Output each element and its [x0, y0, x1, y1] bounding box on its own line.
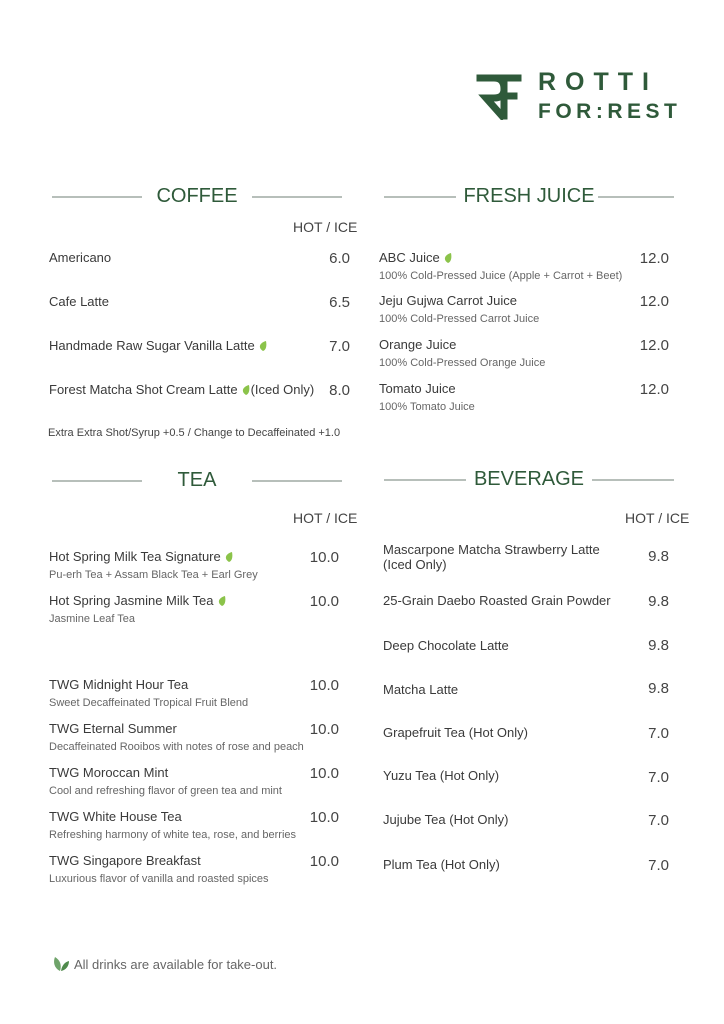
item-description: Sweet Decaffeinated Tropical Fruit Blend — [49, 697, 249, 709]
item-name: TWG Midnight Hour Tea — [49, 677, 189, 692]
item-name-row — [49, 593, 227, 608]
item-name: TWG Eternal Summer — [49, 721, 177, 736]
leaves-icon — [52, 956, 70, 972]
brand-logo — [474, 68, 682, 128]
item-description: Cool and refreshing flavor of green tea and mint — [49, 785, 282, 797]
leaf-icon — [258, 340, 268, 352]
item-price: 9.8 — [648, 548, 669, 565]
coffee-section-header — [52, 185, 342, 209]
rf-monogram-icon — [474, 70, 522, 120]
item-price: 7.0 — [648, 857, 669, 874]
item-name: Plum Tea (Hot Only) — [383, 857, 500, 872]
item-name-row — [49, 549, 234, 564]
divider — [252, 480, 342, 482]
leaf-icon — [217, 595, 227, 607]
brand-name-line2: FOR:REST — [538, 100, 682, 123]
item-price: 12.0 — [639, 250, 669, 267]
juice-section-title: FRESH JUICE — [463, 185, 595, 207]
item-price: 10.0 — [309, 721, 339, 738]
item-description: 100% Tomato Juice — [379, 401, 475, 413]
item-name: Americano — [49, 250, 112, 265]
item-price: 10.0 — [309, 809, 339, 826]
divider — [592, 479, 674, 481]
item-name: 25-Grain Daebo Roasted Grain Powder — [383, 593, 611, 608]
item-name: Cafe Latte — [49, 294, 109, 309]
beverage-hot-ice-label: HOT / ICE — [625, 510, 690, 526]
item-price: 10.0 — [309, 593, 339, 610]
item-name: Handmade Raw Sugar Vanilla Latte — [49, 338, 255, 353]
item-description: 100% Cold-Pressed Juice (Apple + Carrot + Beet) — [379, 270, 623, 282]
item-name: Jeju Gujwa Carrot Juice — [379, 293, 517, 308]
takeout-note-text: All drinks are available for take-out. — [74, 957, 278, 972]
item-price: 12.0 — [639, 293, 669, 310]
item-description: Pu-erh Tea + Assam Black Tea + Earl Grey — [49, 569, 258, 581]
item-name: Mascarpone Matcha Strawberry Latte — [383, 542, 600, 557]
item-name: Jujube Tea (Hot Only) — [383, 812, 509, 827]
takeout-note — [52, 956, 277, 972]
item-suffix: (Iced Only) — [250, 382, 315, 397]
leaf-icon — [443, 252, 453, 264]
item-name-row — [379, 250, 453, 265]
item-name: TWG White House Tea — [49, 809, 182, 824]
divider — [252, 196, 342, 198]
item-name: Hot Spring Milk Tea Signature — [49, 549, 221, 564]
item-price: 7.0 — [648, 812, 669, 829]
item-name: Grapefruit Tea (Hot Only) — [383, 725, 528, 740]
juice-section-header — [384, 185, 674, 209]
item-name: Orange Juice — [379, 337, 457, 352]
item-name: Hot Spring Jasmine Milk Tea — [49, 593, 214, 608]
item-price: 10.0 — [309, 853, 339, 870]
item-description: Luxurious flavor of vanilla and roasted spices — [49, 873, 269, 885]
item-name: TWG Moroccan Mint — [49, 765, 169, 780]
item-description: Refreshing harmony of white tea, rose, and berries — [49, 829, 297, 841]
item-description: Jasmine Leaf Tea — [49, 613, 136, 625]
beverage-section-title: BEVERAGE — [473, 468, 585, 490]
item-name: Deep Chocolate Latte — [383, 638, 509, 653]
tea-section-title: TEA — [177, 469, 217, 491]
item-name: Matcha Latte — [383, 682, 459, 697]
coffee-hot-ice-label: HOT / ICE — [293, 219, 358, 235]
item-price: 6.5 — [329, 294, 350, 311]
divider — [598, 196, 674, 198]
item-description: 100% Cold-Pressed Carrot Juice — [379, 313, 540, 325]
coffee-extras-note: Extra Extra Shot/Syrup +0.5 / Change to Decaffeinated +1.0 — [48, 427, 341, 439]
item-price: 7.0 — [648, 725, 669, 742]
item-name: TWG Singapore Breakfast — [49, 853, 201, 868]
beverage-section-header — [384, 468, 674, 492]
item-description: Decaffeinated Rooibos with notes of rose and peach — [49, 741, 304, 753]
brand-name-line1: ROTTI — [538, 68, 658, 96]
item-price: 12.0 — [639, 381, 669, 398]
item-name: ABC Juice — [379, 250, 440, 265]
item-price: 7.0 — [648, 769, 669, 786]
item-price: 9.8 — [648, 637, 669, 654]
item-name: Yuzu Tea (Hot Only) — [383, 768, 500, 783]
item-price: 9.8 — [648, 593, 669, 610]
item-price: 9.8 — [648, 680, 669, 697]
item-name-line2: (Iced Only) — [383, 557, 447, 572]
item-description: 100% Cold-Pressed Orange Juice — [379, 357, 546, 369]
item-price: 7.0 — [329, 338, 350, 355]
item-name: Forest Matcha Shot Cream Latte — [49, 382, 238, 397]
tea-hot-ice-label: HOT / ICE — [293, 510, 358, 526]
item-price: 10.0 — [309, 765, 339, 782]
leaf-icon — [241, 384, 251, 396]
coffee-section-title: COFFEE — [156, 185, 238, 207]
item-name: Tomato Juice — [379, 381, 456, 396]
item-price: 8.0 — [329, 382, 350, 399]
item-price: 10.0 — [309, 677, 339, 694]
item-name-row — [49, 382, 314, 397]
tea-section-header — [52, 469, 342, 493]
item-price: 12.0 — [639, 337, 669, 354]
item-name-row — [49, 338, 268, 353]
item-price: 10.0 — [309, 549, 339, 566]
item-price: 6.0 — [329, 250, 350, 267]
leaf-icon — [224, 551, 234, 563]
